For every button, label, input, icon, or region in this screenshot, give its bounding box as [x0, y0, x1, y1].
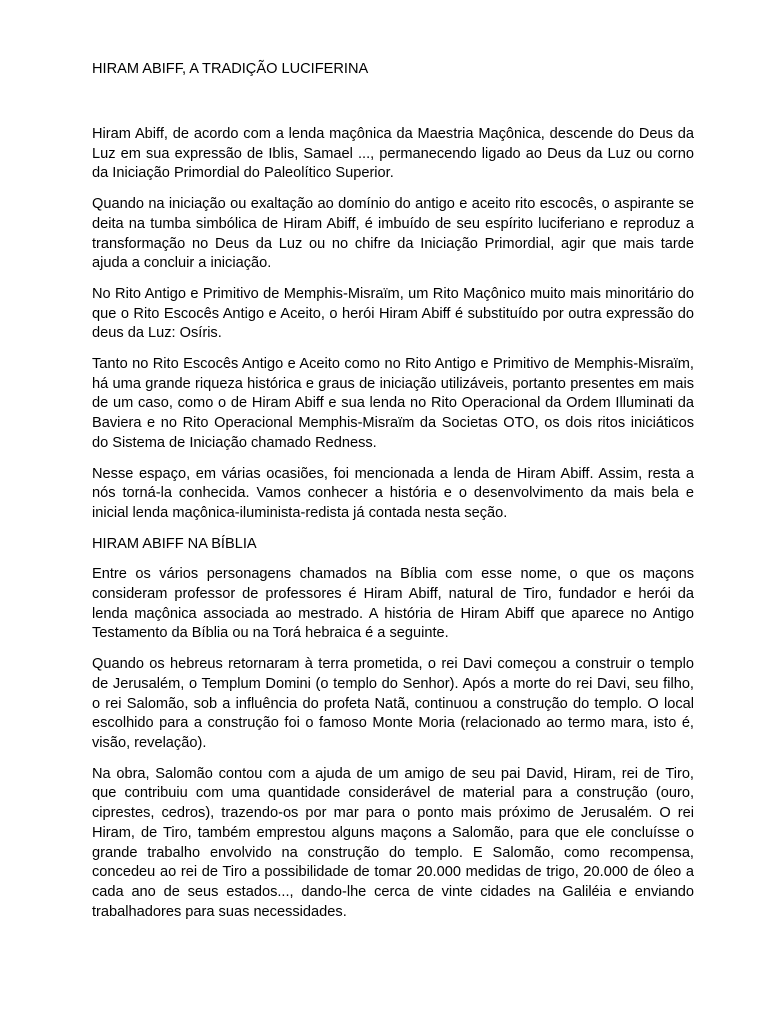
paragraph-2: Quando na iniciação ou exaltação ao domínio do antigo e aceito rito escocês, o aspirante se deita na tumba simbólica de Hiram Abiff, é imbuído de seu espírito luciferiano e reproduz a transformação no Deus da Luz ou no chifre da Iniciação Primordial, agir que mais tarde ajuda a concluir a iniciação. [92, 196, 694, 272]
paragraph-4: Tanto no Rito Escocês Antigo e Aceito como no Rito Antigo e Primitivo de Memphis-Misraïm, há uma grande riqueza histórica e graus de iniciação utilizáveis, portanto presentes em mais de um caso, como o de Hiram Abiff e sua lenda no Rito Operacional da Ordem Illuminati da Baviera e no Rito Operacional Memphis-Misraïm da Societas OTO, os dois ritos iniciáticos do Sistema de Iniciação chamado Redness. [92, 356, 694, 451]
section-heading: HIRAM ABIFF NA BÍBLIA [92, 535, 257, 552]
paragraph-1: Hiram Abiff, de acordo com a lenda maçônica da Maestria Maçônica, descende do Deus da Luz em sua expressão de Iblis, Samael ..., permanecendo ligado ao Deus da Luz ou corno da Iniciação Primordial do Paleolítico Superior. [92, 126, 694, 182]
paragraph-3: No Rito Antigo e Primitivo de Memphis-Misraïm, um Rito Maçônico muito mais minoritário do que o Rito Escocês Antigo e Aceito, o herói Hiram Abiff é substituído por outra expressão do deus da Luz: Osíris. [92, 285, 694, 342]
paragraph-5: Nesse espaço, em várias ocasiões, foi mencionada a lenda de Hiram Abiff. Assim, resta a nós torná-la conhecida. Vamos conhecer a história e o desenvolvimento da mais bela e inicial lenda maçônica-iluminista-redista já contada nesta seção. [92, 465, 694, 521]
section-paragraph-3: Na obra, Salomão contou com a ajuda de um amigo de seu pai David, Hiram, rei de Tiro, que contribuiu com uma quantidade considerável de material para a construção (ouro, ciprestes, cedros), trazendo-os por mar para o ponto mais próximo de Jerusalém. O rei Hiram, de Tiro, também emprestou alguns maçons a Salomão, para que ele concluísse o grande trabalho envolvido na construção do templo. E Salomão, como recompensa, concedeu ao rei de Tiro a possibilidade de tomar 20.000 medidas de trigo, 20.000 de óleo a cada ano de seus estados..., dando-lhe cerca de vinte cidades na Galiléia e enviando trabalhadores para suas necessidades. [92, 765, 694, 920]
section-paragraph-2: Quando os hebreus retornaram à terra prometida, o rei Davi começou a construir o templo de Jerusalém, o Templum Domini (o templo do Senhor). Após a morte do rei Davi, seu filho, o rei Salomão, sob a influência do profeta Natã, continuou a construção do templo. O local escolhido para a construção foi o famoso Monte Moria (relacionado ao termo mara, isto é, visão, revelação). [92, 656, 694, 751]
section-paragraph-1: Entre os vários personagens chamados na Bíblia com esse nome, o que os maçons consideram professor de professores é Hiram Abiff, natural de Tiro, fundador e herói da lenda maçônica associada ao mestrado. A história de Hiram Abiff que aparece no Antigo Testamento da Bíblia ou na Torá hebraica é a seguinte. [92, 566, 694, 642]
document-title: HIRAM ABIFF, A TRADIÇÃO LUCIFERINA [92, 61, 369, 77]
